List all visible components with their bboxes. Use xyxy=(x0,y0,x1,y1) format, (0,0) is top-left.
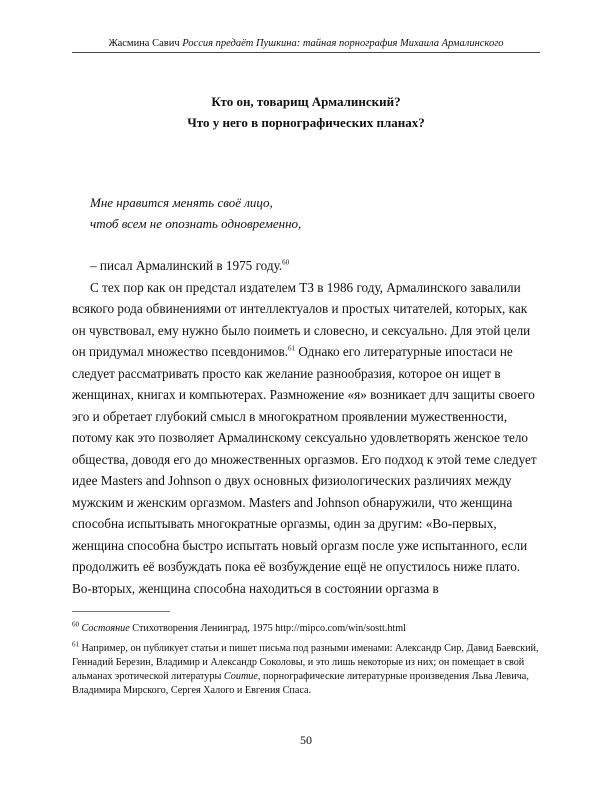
paragraph-attribution xyxy=(72,255,540,277)
header-book-title: Россия предаёт Пушкина: тайная порнография Михаила Армалинского xyxy=(182,38,504,49)
paragraph-main-text-b: Однако его литературные ипостаси не следует рассматривать просто как желание разнообразия, которое он ищет в женщинах, книгах и компьютерах. Размножение «я» возникает длч защиты своего эго и обретает глубокий смысл в многократном проявлении мужественности, потому как это позволяет Армалинскому сексуально удовлетворять женское тело общества, доводя его до множественных оргазмов. Его подход к этой теме следует идее Masters and Johnson о двух основных физиологических различиях между мужским и женским оргазмом. Masters and Johnson обнаружили, что женщина способна испытывать многократные оргазмы, один за другим: «Во-первых, женщина способна быстро испытать новый оргазм после уже испытанного, если продолжить её возбуждать пока её возбуждение ещё не опустилось ниже плато. Во-вторых, женщина способна находиться в состоянии оргазма в xyxy=(72,344,537,596)
footnote-separator xyxy=(72,611,170,612)
footnotes xyxy=(72,622,540,704)
footnote-60-number: 60 xyxy=(72,620,79,629)
footnote-ref-60[interactable]: 60 xyxy=(282,258,290,267)
footnote-61-text-a: Например, он публикует статьи и пишет письма под разными именами: Александр Сир, Давид Баевский, Геннадий Березин, Владимир и Александр Соколовы, и это лишь некоторые из них; он помещает в свой альманах эротической литературы xyxy=(72,643,539,682)
epigraph-line-1: Мне нравится менять своё лицо, xyxy=(90,195,273,210)
running-header xyxy=(72,38,540,50)
paragraph-main-text-a: С тех пор как он предстал издателем ТЗ в 1986 году, Армалинского завалили всякого рода обвинениями от интеллектуалов и простых читателей, которых, как он чувствовал, ему нужно было поиметь и словесно, и сексуально. Для этой цели он придумал множество псевдонимов. xyxy=(72,279,531,359)
footnote-61-number: 61 xyxy=(72,640,79,649)
footnote-ref-61[interactable]: 61 xyxy=(288,344,296,353)
epigraph xyxy=(90,192,301,234)
footnote-61 xyxy=(72,642,540,698)
chapter-title-line-1: Кто он, товарищ Армалинский? xyxy=(211,94,401,109)
footnote-61-text-b: , порнографические литературные произведения Льва Левича, Владимира Мирского, Сергея Халого и Евгения Спаса. xyxy=(72,671,529,696)
paragraph-attribution-text: – писал Армалинский в 1975 году. xyxy=(90,258,283,273)
paragraph-main xyxy=(72,277,540,600)
footnote-60 xyxy=(72,622,540,636)
header-author: Жасмина Савич xyxy=(108,38,180,49)
footnote-60-text: Стихотворения Ленинград, 1975 http://mipco.com/win/sostt.html xyxy=(129,623,407,634)
footnote-61-italic: Соитие xyxy=(223,671,258,682)
epigraph-line-2: чтоб всем не опознать одновременно, xyxy=(90,216,302,231)
chapter-title xyxy=(72,91,540,133)
header-rule xyxy=(72,52,540,53)
chapter-title-line-2: Что у него в порнографических планах? xyxy=(187,115,425,130)
footnote-60-italic: Состояние xyxy=(81,623,130,634)
page-number: 50 xyxy=(300,733,312,747)
body-text xyxy=(72,255,540,599)
